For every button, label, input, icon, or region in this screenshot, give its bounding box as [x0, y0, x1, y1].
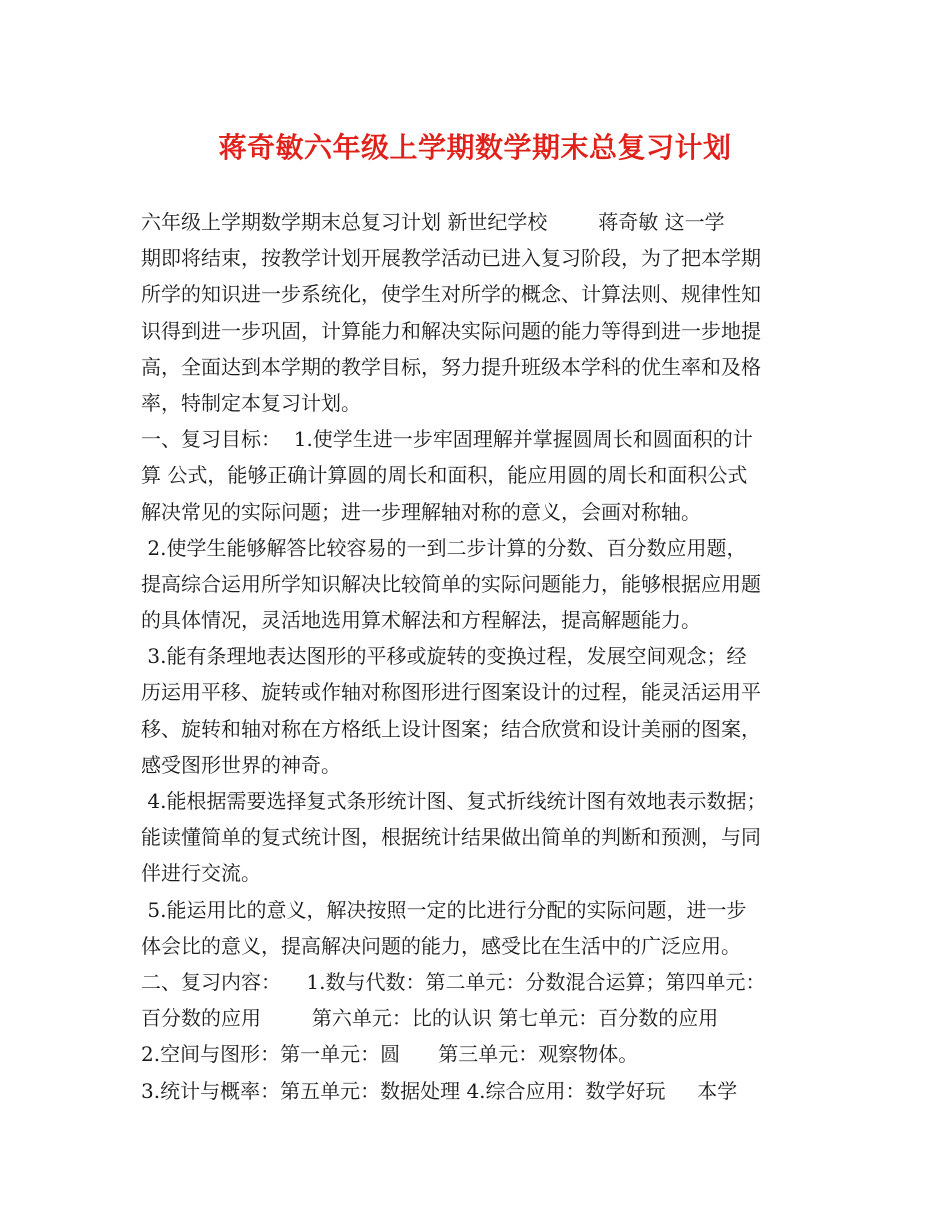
text-line: 算 公式，能够正确计算圆的周长和面积，能应用圆的周长和面积公式 — [141, 463, 748, 488]
text-line: 所学的知识进一步系统化，使学生对所学的概念、计算法则、规律性知 — [141, 282, 761, 307]
text-line: 3.统计与概率：第五单元：数据处理 4.综合应用：数学好玩 本学 — [141, 1078, 738, 1103]
text-line: 期即将结束，按教学计划开展教学活动已进入复习阶段，为了把本学期 — [141, 246, 761, 271]
text-line: 历运用平移、旋转或作轴对称图形进行图案设计的过程，能灵活运用平 — [141, 680, 761, 705]
document-body — [141, 204, 816, 1109]
text-line: 六年级上学期数学期末总复习计划 新世纪学校 蒋奇敏 这一学 — [141, 210, 725, 234]
document-title: 蒋奇敏六年级上学期数学期末总复习计划 — [218, 131, 732, 164]
text-line: 提高综合运用所学知识解决比较简单的实际问题能力，能够根据应用题 — [141, 571, 761, 596]
text-line: 高，全面达到本学期的教学目标，努力提升班级本学科的优生率和及格 — [141, 354, 761, 379]
text-line: 5.能运用比的意义，解决按照一定的比进行分配的实际问题，进一步 — [141, 897, 747, 922]
text-line: 2.空间与图形：第一单元：圆 第三单元：观察物体。 — [141, 1042, 639, 1067]
text-line: 的具体情况，灵活地选用算术解法和方程解法，提高解题能力。 — [141, 608, 701, 633]
text-line: 3.能有条理地表达图形的平移或旋转的变换过程，发展空间观念；经 — [141, 644, 747, 669]
text-line: 体会比的意义，提高解决问题的能力，感受比在生活中的广泛应用。 — [141, 933, 741, 958]
text-line: 能读懂简单的复式统计图，根据统计结果做出简单的判断和预测，与同 — [141, 825, 761, 850]
text-line: 感受图形世界的神奇。 — [141, 752, 341, 777]
text-line: 一、复习目标： 1.使学生进一步牢固理解并掌握圆周长和圆面积的计 — [141, 427, 753, 452]
text-line: 伴进行交流。 — [141, 861, 261, 886]
text-line: 率，特制定本复习计划。 — [141, 390, 361, 415]
text-line: 2.使学生能够解答比较容易的一到二步计算的分数、百分数应用题， — [141, 535, 747, 560]
text-line: 百分数的应用 第六单元：比的认识 第七单元：百分数的应用 — [141, 1006, 719, 1031]
text-line: 移、旋转和轴对称在方格纸上设计图案；结合欣赏和设计美丽的图案， — [141, 716, 761, 741]
text-line: 识得到进一步巩固，计算能力和解决实际问题的能力等得到进一步地提 — [141, 318, 761, 343]
text-line: 4.能根据需要选择复式条形统计图、复式折线统计图有效地表示数据； — [141, 789, 767, 813]
text-line: 二、复习内容： 1.数与代数：第二单元：分数混合运算；第四单元： — [141, 969, 766, 994]
text-line: 解决常见的实际问题；进一步理解轴对称的意义，会画对称轴。 — [141, 499, 701, 524]
